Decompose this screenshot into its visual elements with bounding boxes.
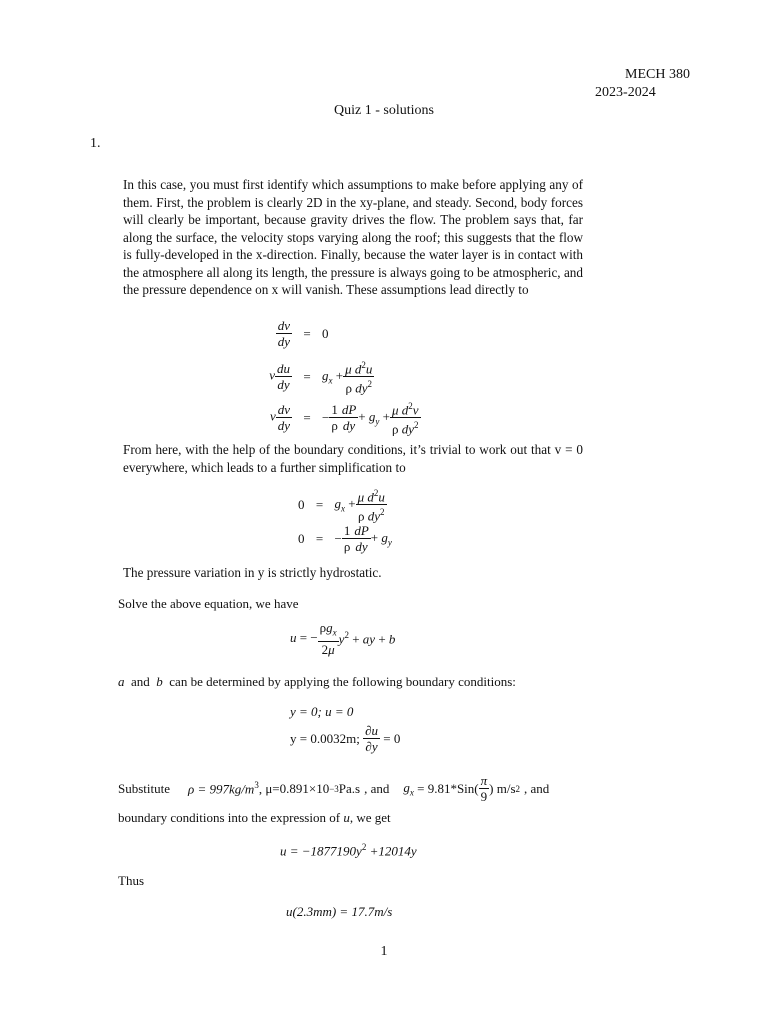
question-number: 1. (90, 136, 101, 151)
eq-simplified-y: 0 = − $\frac{1}{\rho}$ $\frac{dP}{dy}$ + $g_y$ (298, 523, 392, 554)
result-u-part1: u = −1877190y (280, 843, 362, 859)
ab-paragraph: a and b can be determined by applying the following boundary conditions: (118, 674, 516, 689)
thus-text: Thus (118, 873, 144, 888)
hydrostatic-paragraph: The pressure variation in y is strictly hydrostatic. (123, 565, 382, 580)
substitute-label: Substitute (118, 780, 171, 796)
and-text-1: , and (364, 780, 390, 796)
course-info (595, 66, 690, 102)
mu-unit: Pa.s (338, 780, 361, 796)
eq-continuity: $\frac{dv}{dy}$ = 0 (277, 318, 329, 349)
course-code: MECH 380 (625, 67, 690, 82)
eq-result: $u = -1877190y^2 +12014y$ (280, 842, 417, 859)
page-title: Quiz 1 - solutions (334, 103, 434, 118)
page-number: 1 (380, 944, 388, 959)
intro-paragraph: In this case, you must first identify which assumptions to make before applying any of them. First, the problem is clearly 2D in the xy-plane, and steady. Second, body forces will clearly be important, because gravity drives the flow. The problem says that, far along the surface, the velocity stops varying along the roof; this suggests that the flow is fully-developed in the x-direction. Finally, because the water layer is in contact with the atmosphere all along its length, the pressure is always going to be atmospheric, and the pressure dependence on x will vanish. These assumptions lead directly to (123, 177, 583, 297)
eq-x-momentum: v $\frac{du}{dy}$ = $g_x$ + $\frac{\mu d^2u}{\rho dy^2}$ (269, 360, 373, 396)
bc-into-paragraph: boundary conditions into the expression of u, we get (118, 810, 391, 825)
bc-line-2: y = 0.0032m; $\frac{\partial u}{\partial y}$ = 0 (290, 723, 401, 754)
mu-value: μ=0.891×10 (265, 780, 330, 796)
bc-into-text: boundary conditions into the expression of (118, 810, 341, 825)
we-get-text: , we get (349, 810, 391, 825)
and-text-2: , and (524, 780, 550, 796)
eq-velocity-profile: u = − $\frac{\rho g_x}{2\mu}$ $y^2$ + ay + b (290, 620, 396, 657)
eq-y-momentum: v $\frac{dv}{dy}$ = − $\frac{1}{\rho}$ $\frac{dP}{dy}$ + $g_y$ + $\frac{\mu d^2v}{\rho dy^2}$ (269, 401, 419, 437)
boundary-paragraph: From here, with the help of the boundary conditions, it’s trivial to work out that v = 0 everywhere, which leads to a further simplification to (123, 442, 583, 475)
bc-value-2: y = 0.0032m; (290, 730, 360, 746)
rho-value: ρ = 997kg/m (188, 781, 255, 797)
eq-simplified-x: 0 = $g_x$ + $\frac{\mu d^2u}{\rho dy^2}$ (298, 488, 385, 524)
substitute-line: Substitute $\rho = 997kg/m^3$, μ=0.891×10 −3 Pa.s , and $g_x$ = 9.81*Sin( $\frac{\pi}{9}$ ) m/s 2 , and (118, 773, 550, 804)
solve-paragraph: Solve the above equation, we have (118, 596, 299, 611)
gx-value: = 9.81*Sin( (417, 780, 479, 796)
academic-year: 2023-2024 (595, 85, 656, 100)
final-value: u(2.3mm) = 17.7m/s (286, 904, 393, 919)
eq-final (286, 904, 392, 920)
ab-text: can be determined by applying the following boundary conditions: (169, 674, 516, 689)
result-u-part2: +12014y (366, 843, 417, 859)
bc-line-1 (290, 704, 353, 720)
gx-unit: ) m/s (489, 780, 516, 796)
mu-exponent: −3 (329, 783, 339, 794)
bc-value-1: y = 0; u = 0 (290, 704, 354, 719)
